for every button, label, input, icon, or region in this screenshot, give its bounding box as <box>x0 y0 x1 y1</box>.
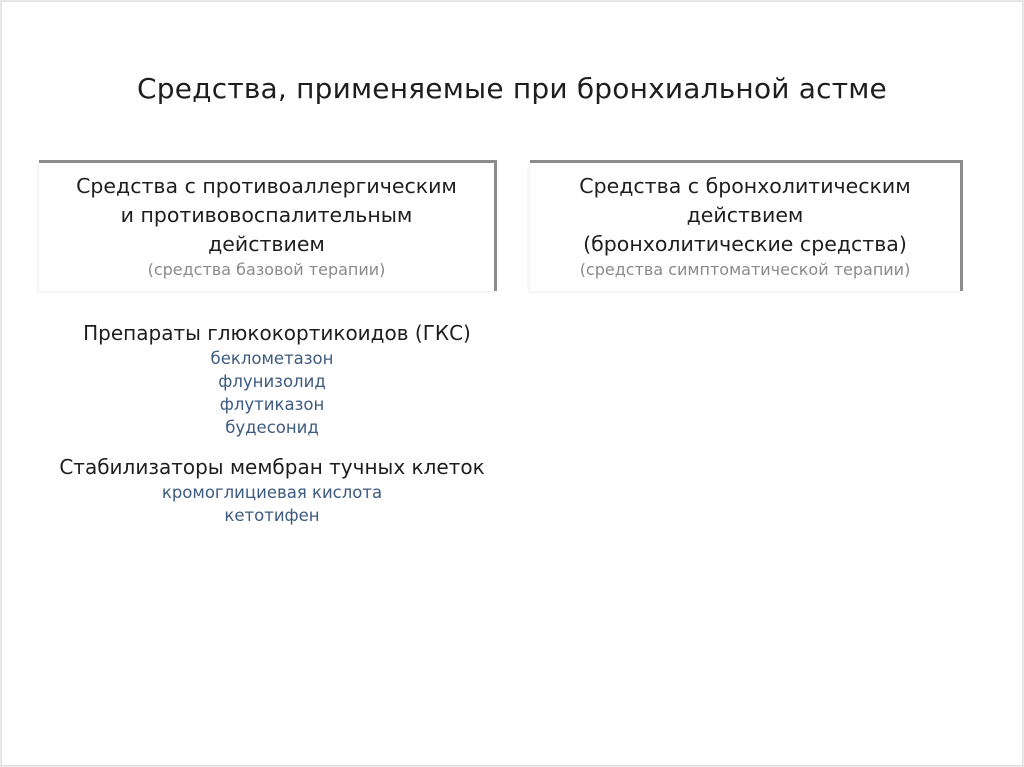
box-heading-line: действием <box>686 203 804 227</box>
box-text <box>39 172 494 281</box>
box-heading-line: Средства с противоаллергическим <box>76 174 457 198</box>
box-heading-line: и противовоспалительным <box>120 203 413 227</box>
glucocorticoid-group <box>42 320 502 439</box>
slide-title: Средства, применяемые при бронхиальной астме <box>137 72 887 105</box>
slide <box>2 2 1022 765</box>
drug-name: кетотифен <box>224 506 320 525</box>
group-heading: Стабилизаторы мембран тучных клеток <box>59 455 485 479</box>
box-subtitle: (средства базовой терапии) <box>147 260 386 279</box>
box-heading-line: Средства с бронхолитическим <box>579 174 911 198</box>
drug-name: кромоглициевая кислота <box>161 483 383 502</box>
group-heading: Препараты глюкокортикоидов (ГКС) <box>83 321 471 345</box>
box-heading-line: действием <box>208 232 325 256</box>
drug-name: будесонид <box>225 418 319 437</box>
bronchodilator-agents-box <box>530 160 963 291</box>
drug-name: флутиказон <box>219 395 325 414</box>
drug-name: беклометазон <box>210 349 334 368</box>
box-heading-line: (бронхолитические средства) <box>583 232 907 256</box>
drug-name: флунизолид <box>218 372 326 391</box>
box-text <box>530 172 960 281</box>
box-subtitle: (средства симптоматической терапии) <box>579 260 911 279</box>
anti-inflammatory-agents-box <box>39 160 497 291</box>
mast-cell-stabilizer-group <box>42 454 502 527</box>
